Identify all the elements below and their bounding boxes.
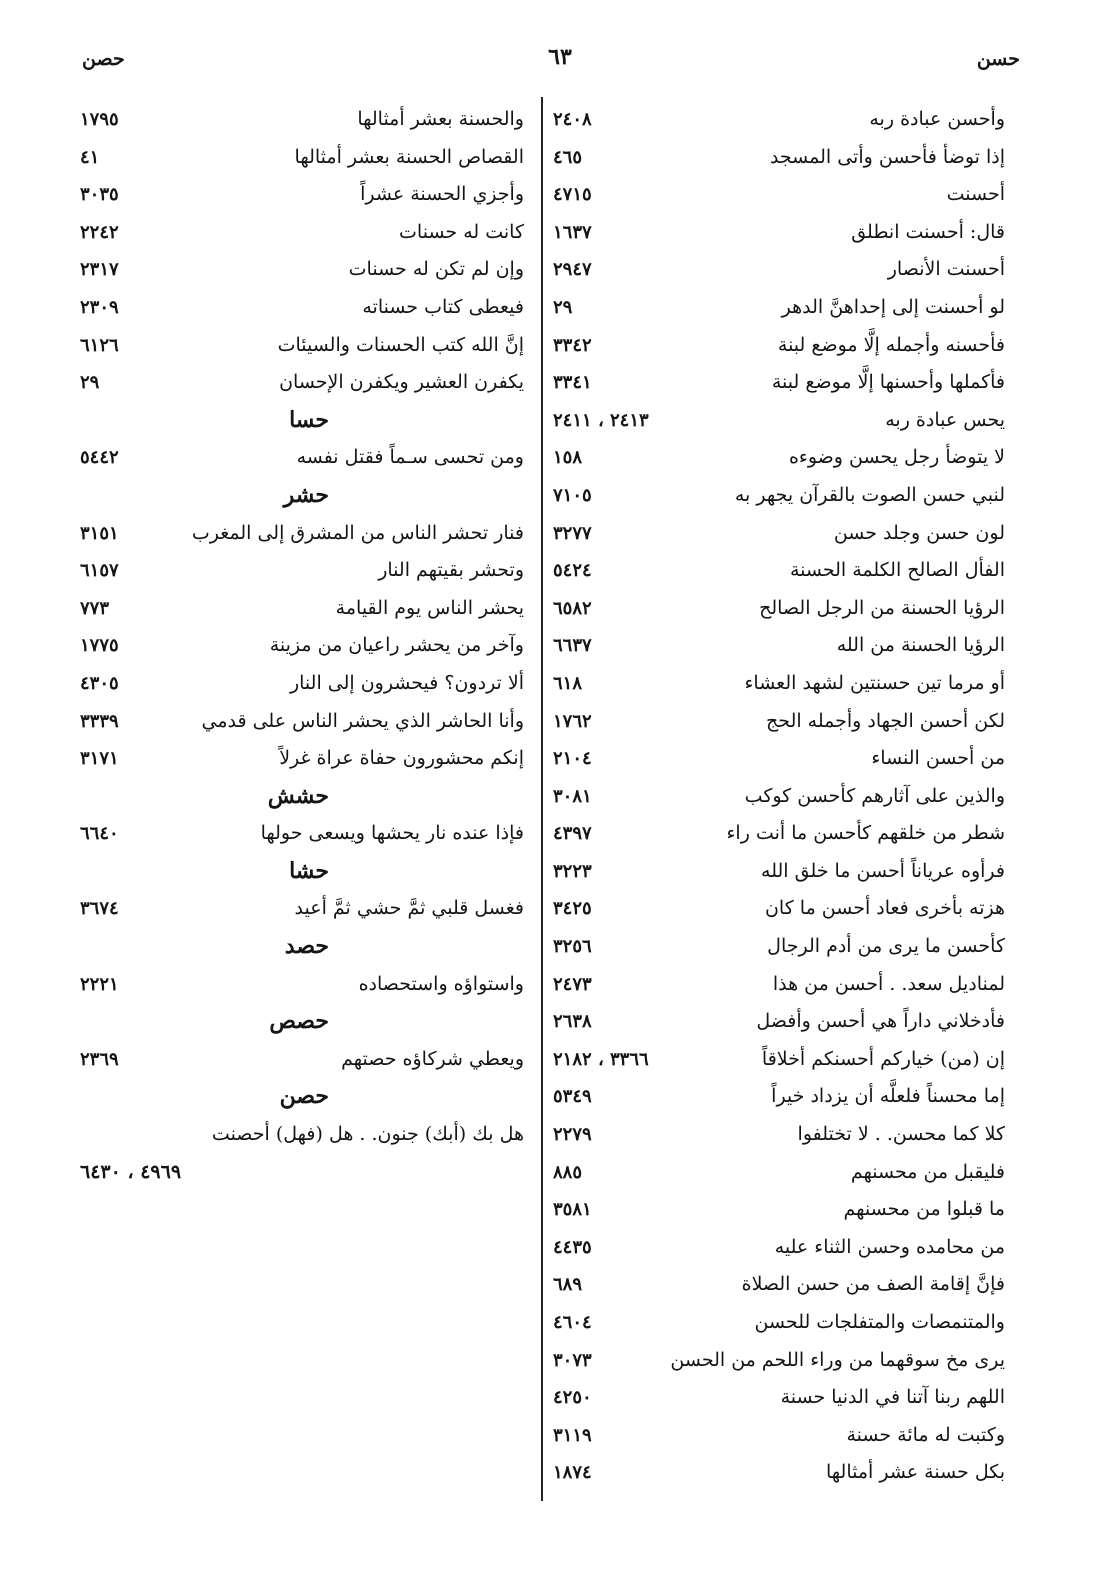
reference-number: ٢١٠٤ — [553, 748, 592, 770]
entry-text: والمتنمصات والمتفلجات للحسن — [754, 1311, 1005, 1333]
reference-number: ٣٥٨١ — [553, 1199, 592, 1221]
section-heading — [80, 477, 524, 515]
entry-text: أحسنت — [946, 183, 1005, 206]
entry-text: ألا تردون؟ فيحشرون إلى النار — [289, 671, 524, 694]
entry-text: فإذا عنده نار يحشها ويسعى حولها — [260, 822, 524, 845]
reference-number: ٢٣٦٩ — [80, 1048, 119, 1070]
index-entry — [80, 665, 524, 703]
entry-text: يرى مخ سوقهما من وراء اللحم من الحسن — [670, 1348, 1005, 1371]
reference-number: ٦١٨ — [553, 672, 583, 694]
index-entry — [553, 815, 1005, 853]
entry-text: يحشر الناس يوم القيامة — [335, 596, 524, 619]
index-entry — [553, 590, 1005, 628]
reference-number: ٢٩٤٧ — [553, 259, 592, 281]
entry-text: الفأل الصالح الكلمة الحسنة — [789, 559, 1005, 582]
entry-text: إنَّ الله كتب الحسنات والسيئات — [277, 333, 524, 356]
reference-number: ٤٦٠٤ — [553, 1312, 592, 1333]
root-word: حسا — [289, 406, 329, 433]
reference-number: ٦٨٩ — [553, 1274, 583, 1296]
section-heading — [80, 1003, 524, 1041]
reference-number: ٢٢٧٩ — [553, 1124, 592, 1146]
root-word: حصد — [284, 933, 329, 960]
index-entry — [553, 1191, 1005, 1229]
column-divider — [541, 97, 543, 1501]
index-entry — [553, 327, 1005, 365]
reference-number: ٣١٧١ — [80, 748, 119, 770]
entry-text: كأحسن ما يرى من أدم الرجال — [767, 935, 1005, 958]
entry-text: لا يتوضأ رجل يحسن وضوءه — [788, 446, 1005, 469]
index-entry — [553, 139, 1005, 177]
entry-text: فنار تحشر الناس من المشرق إلى المغرب — [191, 521, 524, 544]
entry-text: الرؤيا الحسنة من الله — [836, 634, 1005, 657]
entry-text: من أحسن النساء — [871, 747, 1005, 770]
entry-text: الرؤيا الحسنة من الرجل الصالح — [759, 596, 1005, 619]
reference-number: ٣٣٦٦ ، ٢١٨٢ — [553, 1048, 649, 1070]
index-entry — [80, 364, 524, 402]
entry-text: فرأوه عرياناً أحسن ما خلق الله — [761, 859, 1005, 882]
index-entry — [553, 1229, 1005, 1267]
reference-number: ٣٣٣٩ — [80, 710, 119, 732]
reference-number: ٢٩ — [80, 372, 100, 394]
reference-number: ٢٤٠٨ — [553, 109, 592, 130]
index-entry — [80, 890, 524, 928]
reference-number: ٣٣٤١ — [553, 372, 592, 394]
reference-number: ٣٤٢٥ — [553, 898, 592, 920]
reference-number: ٦١٢٦ — [80, 334, 119, 356]
index-entry — [553, 1342, 1005, 1380]
entry-text: لون حسن وجلد حسن — [833, 521, 1005, 544]
index-entry — [553, 1417, 1005, 1455]
reference-number: ١٧٧٥ — [80, 635, 119, 657]
page-number: ٦٣ — [548, 44, 572, 70]
index-entry — [553, 778, 1005, 816]
reference-number: ٣٠٨١ — [553, 785, 592, 807]
entry-text: وأحسن عبادة ربه — [869, 108, 1005, 130]
root-word: حشش — [267, 782, 329, 809]
index-entry — [80, 966, 524, 1004]
entry-text: هل بك (أبك) جنون. . هل (فهل) أحصنت — [211, 1123, 524, 1146]
entry-text: كلا كما محسن. . لا تختلفوا — [797, 1123, 1005, 1146]
entry-text: فليقبل من محسنهم — [850, 1160, 1005, 1183]
root-word: حصن — [279, 1083, 329, 1110]
entry-text: وأنا الحاشر الذي يحشر الناس على قدمي — [201, 709, 524, 732]
index-entry — [80, 176, 524, 214]
reference-number: ١٦٣٧ — [553, 221, 592, 243]
entry-text: فأحسنه وأجمله إلَّا موضع لبنة — [777, 333, 1005, 356]
section-heading — [80, 853, 524, 891]
reference-number: ٢٣١٧ — [80, 259, 119, 281]
reference-number: ٤٦٥ — [553, 146, 583, 168]
reference-number: ١٨٧٤ — [553, 1462, 592, 1484]
index-entry — [553, 1078, 1005, 1116]
entry-text: إن (من) خياركم أحسنكم أخلاقاً — [761, 1047, 1005, 1070]
entry-text: فإنَّ إقامة الصف من حسن الصلاة — [741, 1273, 1005, 1296]
index-entry — [553, 928, 1005, 966]
entry-text: ويعطي شركاؤه حصتهم — [341, 1047, 524, 1070]
reference-number: ٤٣٠٥ — [80, 672, 119, 694]
reference-number: ٦٦٤٠ — [80, 823, 119, 845]
index-entry — [80, 101, 524, 139]
entry-text: لو أحسنت إلى إحداهنَّ الدهر — [781, 295, 1005, 318]
entry-text: إنكم محشورون حفاة عراة غرلاً — [279, 747, 524, 770]
reference-number: ٤١ — [80, 146, 100, 168]
reference-number: ٦١٥٧ — [80, 560, 119, 582]
entry-text: وآخر من يحشر راعيان من مزينة — [269, 634, 524, 657]
index-entry — [553, 1003, 1005, 1041]
reference-number: ١٧٦٢ — [553, 710, 592, 732]
section-heading — [80, 778, 524, 816]
entry-text: القصاص الحسنة بعشر أمثالها — [294, 145, 524, 168]
reference-numbers: ٤٩٦٩ ، ٦٤٣٠ — [80, 1160, 182, 1183]
root-word: حشا — [289, 857, 329, 884]
reference-number: ٢٤١٣ ، ٢٤١١ — [553, 409, 649, 431]
entry-text: والذين على آثارهم كأحسن كوكب — [744, 784, 1005, 807]
entry-text: إذا توضأ فأحسن وأتى المسجد — [769, 145, 1005, 168]
entry-text: كانت له حسنات — [399, 220, 524, 243]
entry-text: ومن تحسى سـماً فقتل نفسه — [296, 446, 524, 469]
entry-text: وأجزي الحسنة عشراً — [360, 183, 524, 206]
index-entry — [553, 1454, 1005, 1492]
right-column — [553, 101, 1005, 1492]
entry-text: أحسنت الأنصار — [887, 258, 1005, 281]
entry-text: لنبي حسن الصوت بالقرآن يجهر به — [734, 483, 1005, 506]
index-entry — [553, 627, 1005, 665]
index-entry — [553, 477, 1005, 515]
reference-number: ٤٢٥٠ — [553, 1387, 592, 1409]
root-word: حصص — [269, 1008, 329, 1035]
running-header-left: حصن — [82, 48, 125, 70]
entry-text: والحسنة بعشر أمثالها — [357, 108, 524, 130]
reference-number: ٣١٥١ — [80, 522, 119, 544]
index-entry — [553, 853, 1005, 891]
reference-number: ٤٤٣٥ — [553, 1236, 592, 1258]
entry-text: يحس عبادة ربه — [885, 408, 1005, 431]
entry-text: من محامده وحسن الثناء عليه — [774, 1235, 1005, 1258]
reference-number: ٢٢٤٢ — [80, 221, 119, 243]
reference-number: ٣٦٧٤ — [80, 898, 119, 920]
index-entry — [553, 364, 1005, 402]
entry-text: قال: أحسنت انطلق — [851, 220, 1005, 243]
reference-number: ٦٥٨٢ — [553, 597, 592, 619]
reference-number: ٣١١٩ — [553, 1424, 592, 1446]
entry-text: فغسل قلبي ثمَّ حشي ثمَّ أعيد — [294, 897, 524, 920]
index-entry — [553, 890, 1005, 928]
index-entry — [553, 289, 1005, 327]
index-entry — [80, 552, 524, 590]
index-entry — [553, 1266, 1005, 1304]
entry-text: فأدخلاني داراً هي أحسن وأفضل — [756, 1010, 1005, 1033]
index-entry — [80, 439, 524, 477]
reference-number: ١٧٩٥ — [80, 109, 119, 130]
index-entry — [553, 552, 1005, 590]
reference-number: ٦٦٣٧ — [553, 635, 592, 657]
left-column — [80, 101, 524, 1191]
entry-text: وكتبت له مائة حسنة — [846, 1423, 1005, 1446]
reference-number: ٧١٠٥ — [553, 484, 592, 506]
index-entry — [80, 703, 524, 741]
reference-number: ٨٨٥ — [553, 1161, 583, 1183]
reference-number: ٤٣٩٧ — [553, 823, 592, 845]
root-word: حشر — [283, 481, 329, 508]
index-entry — [553, 402, 1005, 440]
entry-text: أو مرما تين حسنتين لشهد العشاء — [744, 671, 1005, 694]
entry-text: بكل حسنة عشر أمثالها — [826, 1461, 1005, 1484]
reference-number: ٥٣٤٩ — [553, 1086, 592, 1108]
reference-number: ٣٢٥٦ — [553, 936, 592, 958]
reference-number: ٥٤٤٢ — [80, 447, 119, 469]
reference-number: ٢٦٣٨ — [553, 1011, 592, 1033]
reference-number: ٧٧٣ — [80, 597, 110, 619]
index-entry — [80, 289, 524, 327]
entry-text: فأكملها وأحسنها إلَّا موضع لبنة — [771, 371, 1005, 394]
reference-number: ٣٢٧٧ — [553, 522, 592, 544]
index-entry — [80, 627, 524, 665]
reference-number: ٢٢٢١ — [80, 973, 119, 995]
entry-text: إما محسناً فلعلَّه أن يزداد خيراً — [771, 1085, 1005, 1108]
running-header-right: حسن — [976, 48, 1020, 70]
index-entry — [553, 176, 1005, 214]
reference-number: ٥٤٢٤ — [553, 560, 592, 582]
index-entry — [553, 665, 1005, 703]
index-entry — [80, 590, 524, 628]
entry-text: اللهم ربنا آتنا في الدنيا حسنة — [780, 1386, 1005, 1409]
entry-text: لكن أحسن الجهاد وأجمله الحج — [766, 709, 1005, 732]
index-entry — [80, 139, 524, 177]
index-entry — [80, 815, 524, 853]
index-entry — [553, 214, 1005, 252]
section-heading — [80, 928, 524, 966]
index-entry — [553, 740, 1005, 778]
index-entry — [80, 251, 524, 289]
index-entry — [80, 214, 524, 252]
entry-text: يكفرن العشير ويكفرن الإحسان — [279, 371, 524, 394]
entry-text: ما قبلوا من محسنهم — [843, 1198, 1005, 1221]
reference-number: ٢٩ — [553, 296, 573, 318]
entry-text: لمناديل سعد. . أحسن من هذا — [772, 972, 1005, 995]
index-entry — [553, 439, 1005, 477]
entry-text: وإن لم تكن له حسنات — [348, 258, 524, 281]
index-entry — [553, 1041, 1005, 1079]
reference-number: ٢٤٧٣ — [553, 973, 592, 995]
index-entry — [553, 1154, 1005, 1192]
reference-number: ٤٧١٥ — [553, 184, 592, 206]
entry-text: وتحشر بقيتهم النار — [378, 559, 524, 582]
reference-number: ٣٣٤٢ — [553, 334, 592, 356]
index-entry — [553, 101, 1005, 139]
reference-continuation — [80, 1154, 524, 1192]
reference-number: ٣٠٧٣ — [553, 1349, 592, 1371]
index-entry — [80, 1116, 524, 1154]
reference-number: ١٥٨ — [553, 447, 583, 469]
index-entry — [553, 1304, 1005, 1342]
index-entry — [80, 1041, 524, 1079]
index-entry — [80, 740, 524, 778]
entry-text: هزته بأخرى فعاد أحسن ما كان — [764, 897, 1005, 920]
index-entry — [553, 1379, 1005, 1417]
reference-number: ٢٣٠٩ — [80, 296, 119, 318]
section-heading — [80, 402, 524, 440]
index-entry — [553, 966, 1005, 1004]
entry-text: شطر من خلقهم كأحسن ما أنت راء — [726, 822, 1005, 845]
index-entry — [80, 515, 524, 553]
index-entry — [553, 1116, 1005, 1154]
entry-text: فيعطى كتاب حسناته — [362, 295, 524, 318]
index-entry — [553, 703, 1005, 741]
index-entry — [80, 327, 524, 365]
entry-text: واستواؤه واستحصاده — [358, 972, 524, 995]
index-entry — [553, 515, 1005, 553]
section-heading — [80, 1078, 524, 1116]
index-entry — [553, 251, 1005, 289]
reference-number: ٣٠٣٥ — [80, 184, 119, 206]
reference-number: ٣٢٢٣ — [553, 860, 592, 882]
